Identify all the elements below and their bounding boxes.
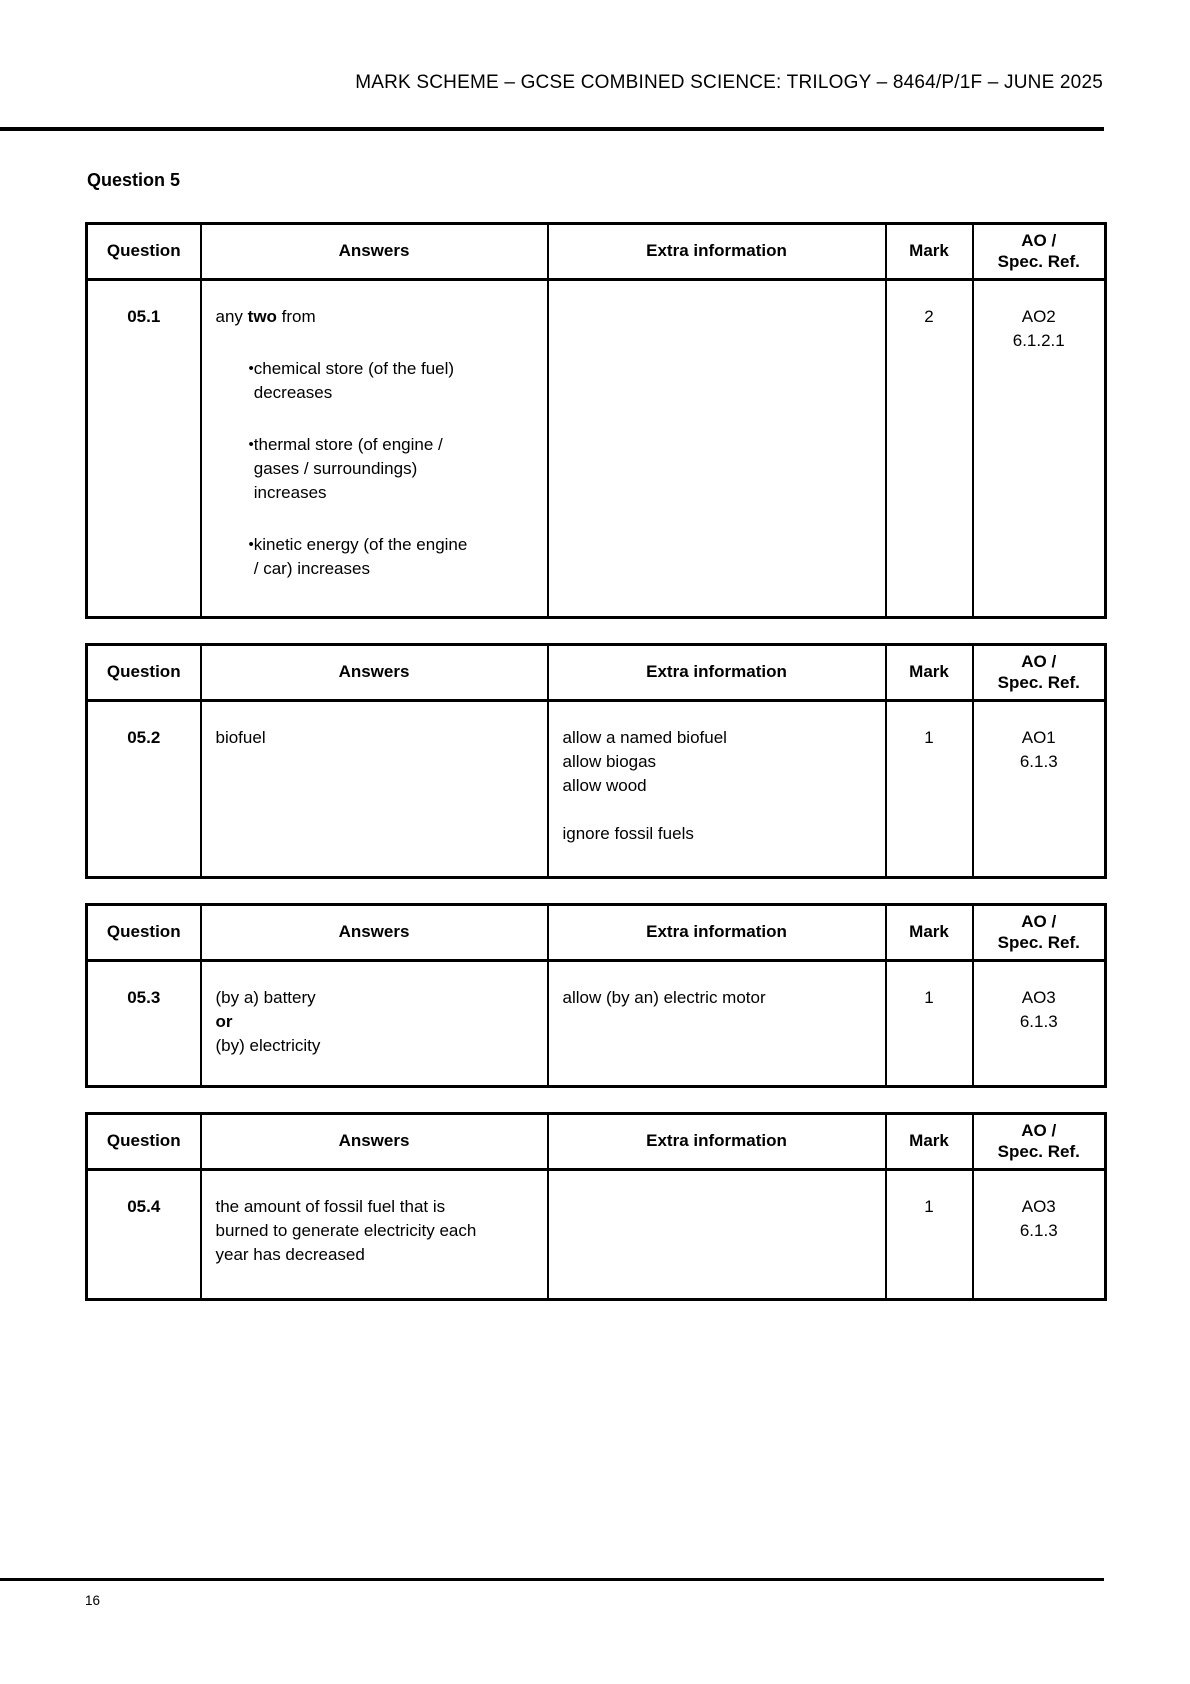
- table-row: [87, 961, 1106, 1087]
- spec-ref-value: 6.1.2.1: [1012, 331, 1065, 350]
- footer-divider-rule: [0, 1578, 1104, 1581]
- column-header-answers: Answers: [201, 1114, 548, 1170]
- spec-ref-value: 6.1.3: [1019, 752, 1058, 771]
- spec-ref-value: 6.1.3: [1019, 1221, 1058, 1240]
- answer-option-line: (by) electricity: [215, 1036, 321, 1055]
- ao-value: AO3: [1021, 1197, 1056, 1216]
- answer-bullet: • kinetic energy (of the engine / car) increases: [216, 533, 541, 581]
- column-header-answers: Answers: [201, 905, 548, 961]
- answer-bullet: • thermal store (of engine / gases / surroundings) increases: [216, 433, 541, 505]
- column-header-extra-information: Extra information: [548, 224, 886, 280]
- mark-scheme-table-05-2: [85, 643, 1107, 879]
- column-header-answers: Answers: [201, 224, 548, 280]
- question-number: 05.4: [87, 1170, 201, 1300]
- column-header-ao-spec-ref: AO / Spec. Ref.: [973, 1114, 1106, 1170]
- bullet-icon: •: [248, 360, 254, 377]
- column-header-question: Question: [87, 905, 201, 961]
- extra-allow-line: allow biogas: [562, 752, 657, 771]
- column-header-question: Question: [87, 645, 201, 701]
- column-header-mark: Mark: [886, 905, 973, 961]
- column-header-ao-spec-ref: AO / Spec. Ref.: [973, 905, 1106, 961]
- document-header: MARK SCHEME – GCSE COMBINED SCIENCE: TRILOGY – 8464/P/1F – JUNE 2025: [355, 72, 1103, 93]
- answer-bullet: • chemical store (of the fuel) decreases: [216, 357, 541, 405]
- answers-cell: the amount of fossil fuel that is burned to generate electricity each year has decreased: [201, 1170, 548, 1300]
- column-header-mark: Mark: [886, 645, 973, 701]
- header-divider-rule: [0, 127, 1104, 131]
- column-header-extra-information: Extra information: [548, 1114, 886, 1170]
- column-header-ao-spec-ref: AO / Spec. Ref.: [973, 224, 1106, 280]
- table-row: [87, 1170, 1106, 1300]
- ao-spec-ref-cell: [973, 1170, 1106, 1300]
- answers-cell: [201, 280, 548, 618]
- column-header-mark: Mark: [886, 1114, 973, 1170]
- mark-scheme-table-05-1: [85, 222, 1107, 619]
- ao-value: AO3: [1021, 988, 1056, 1007]
- answer-intro: any two from: [215, 307, 316, 326]
- column-header-question: Question: [87, 1114, 201, 1170]
- table-header-row: [87, 645, 1106, 701]
- column-header-question: Question: [87, 224, 201, 280]
- table-header-row: [87, 905, 1106, 961]
- column-header-ao-spec-ref: AO / Spec. Ref.: [973, 645, 1106, 701]
- question-number: 05.3: [87, 961, 201, 1087]
- mark-value: 1: [886, 1170, 973, 1300]
- extra-information-cell: allow (by an) electric motor: [548, 961, 886, 1087]
- table-row: [87, 701, 1106, 878]
- mark-value: 2: [886, 280, 973, 618]
- mark-scheme-table-05-3: [85, 903, 1107, 1088]
- table-header-row: [87, 224, 1106, 280]
- column-header-extra-information: Extra information: [548, 645, 886, 701]
- extra-allow-line: allow wood: [562, 776, 647, 795]
- mark-scheme-table-05-4: [85, 1112, 1107, 1301]
- question-number: 05.2: [87, 701, 201, 878]
- answer-or-label: or: [215, 1012, 233, 1031]
- ao-value: AO1: [1021, 728, 1056, 747]
- section-title: Question 5: [87, 170, 181, 190]
- extra-allow-line: allow a named biofuel: [562, 728, 727, 747]
- extra-ignore-line: ignore fossil fuels: [562, 824, 694, 843]
- table-row: [87, 280, 1106, 618]
- column-header-mark: Mark: [886, 224, 973, 280]
- column-header-answers: Answers: [201, 645, 548, 701]
- ao-spec-ref-cell: [973, 280, 1106, 618]
- extra-information-cell: [548, 280, 886, 618]
- spec-ref-value: 6.1.3: [1019, 1012, 1058, 1031]
- ao-spec-ref-cell: [973, 701, 1106, 878]
- ao-value: AO2: [1021, 307, 1056, 326]
- bullet-icon: •: [248, 536, 254, 553]
- mark-value: 1: [886, 961, 973, 1087]
- page-number: 16: [85, 1593, 101, 1608]
- table-header-row: [87, 1114, 1106, 1170]
- answers-cell: biofuel: [201, 701, 548, 878]
- mark-value: 1: [886, 701, 973, 878]
- extra-information-cell: [548, 1170, 886, 1300]
- ao-spec-ref-cell: [973, 961, 1106, 1087]
- bullet-icon: •: [248, 436, 254, 453]
- answers-cell: [201, 961, 548, 1087]
- question-number: 05.1: [87, 280, 201, 618]
- extra-information-cell: [548, 701, 886, 878]
- column-header-extra-information: Extra information: [548, 905, 886, 961]
- answer-option-line: (by a) battery: [215, 988, 316, 1007]
